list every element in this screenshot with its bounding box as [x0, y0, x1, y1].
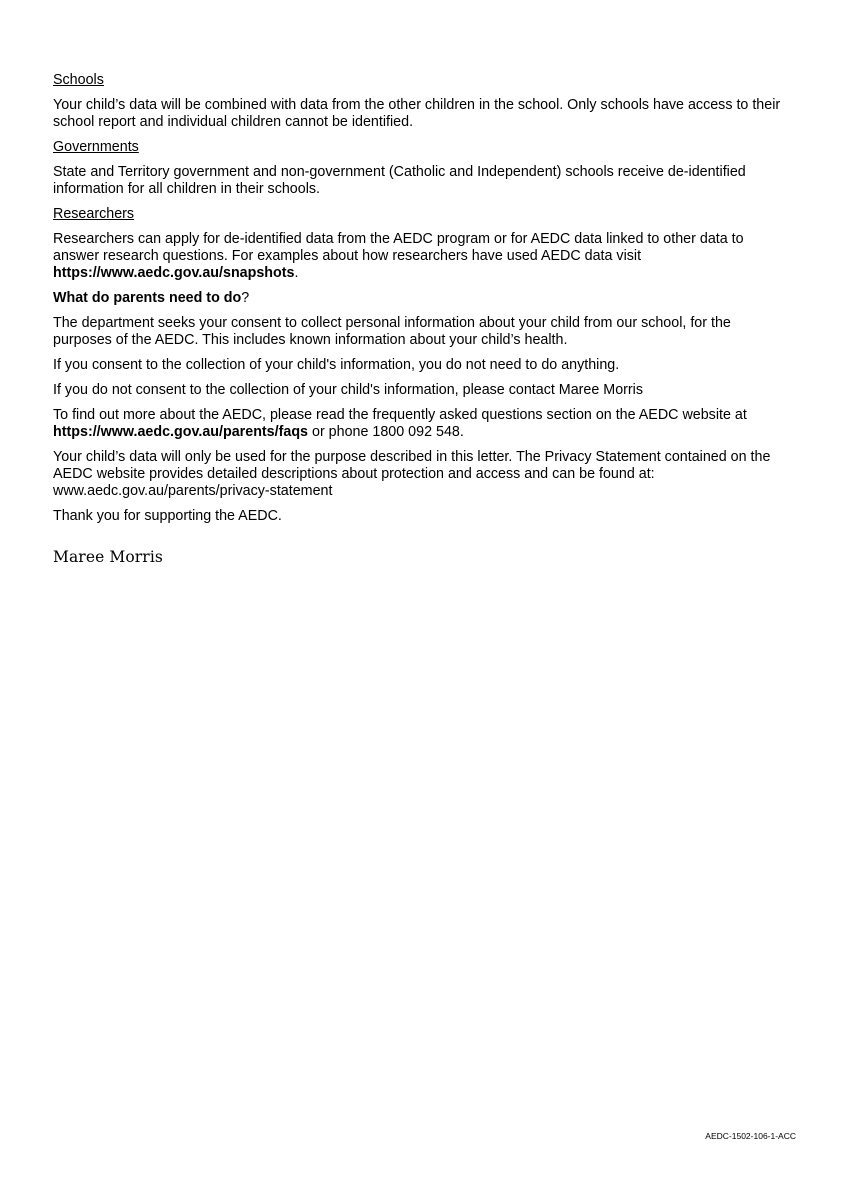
more-info-phone: or phone 1800 092 548. — [308, 424, 464, 440]
document-code: AEDC-1502-106-1-ACC — [705, 1131, 796, 1141]
governments-paragraph: State and Territory government and non-government (Catholic and Independent) schools receive de-identified information for all children in their schools. — [53, 164, 746, 197]
thanks-paragraph: Thank you for supporting the AEDC. — [53, 508, 282, 524]
privacy-paragraph: Your child’s data will only be used for the purpose described in this letter. The Privacy Statement contained on the AEDC website provides detailed descriptions about protection and access and can be found at: www.aedc.gov.au/parents/privacy-statement — [53, 449, 771, 499]
researchers-paragraph — [53, 231, 788, 282]
schools-heading: Schools — [53, 72, 104, 88]
governments-heading: Governments — [53, 139, 139, 155]
parents-heading-text: What do parents need to do — [53, 290, 242, 306]
researchers-heading: Researchers — [53, 206, 135, 222]
parents-heading-mark: ? — [241, 290, 250, 306]
consent-yes-paragraph: If you consent to the collection of your child's information, you do not need to do anything. — [53, 357, 620, 373]
faqs-link[interactable]: https://www.aedc.gov.au/parents/faqs — [53, 424, 309, 440]
signature-name: Maree Morris — [53, 548, 163, 566]
schools-paragraph: Your child’s data will be combined with data from the other children in the school. Only schools have access to their school report and individual children cannot be identified. — [53, 97, 781, 130]
consent-paragraph: The department seeks your consent to collect personal information about your child from our school, for the purposes of the AEDC. This includes known information about your child’s health. — [53, 315, 731, 348]
consent-no-paragraph: If you do not consent to the collection of your child's information, please contact Maree Morris — [53, 382, 643, 398]
researchers-text-end: . — [294, 265, 299, 281]
parents-heading — [53, 290, 788, 307]
snapshots-link[interactable]: https://www.aedc.gov.au/snapshots — [53, 265, 295, 281]
more-info-paragraph — [53, 407, 788, 441]
letter-body — [53, 72, 788, 566]
researchers-text: Researchers can apply for de-identified data from the AEDC program or for AEDC data linked to other data to answer research questions. For examples about how researchers have used AEDC data visit — [53, 231, 744, 264]
more-info-text: To find out more about the AEDC, please read the frequently asked questions section on the AEDC website at — [53, 407, 747, 423]
